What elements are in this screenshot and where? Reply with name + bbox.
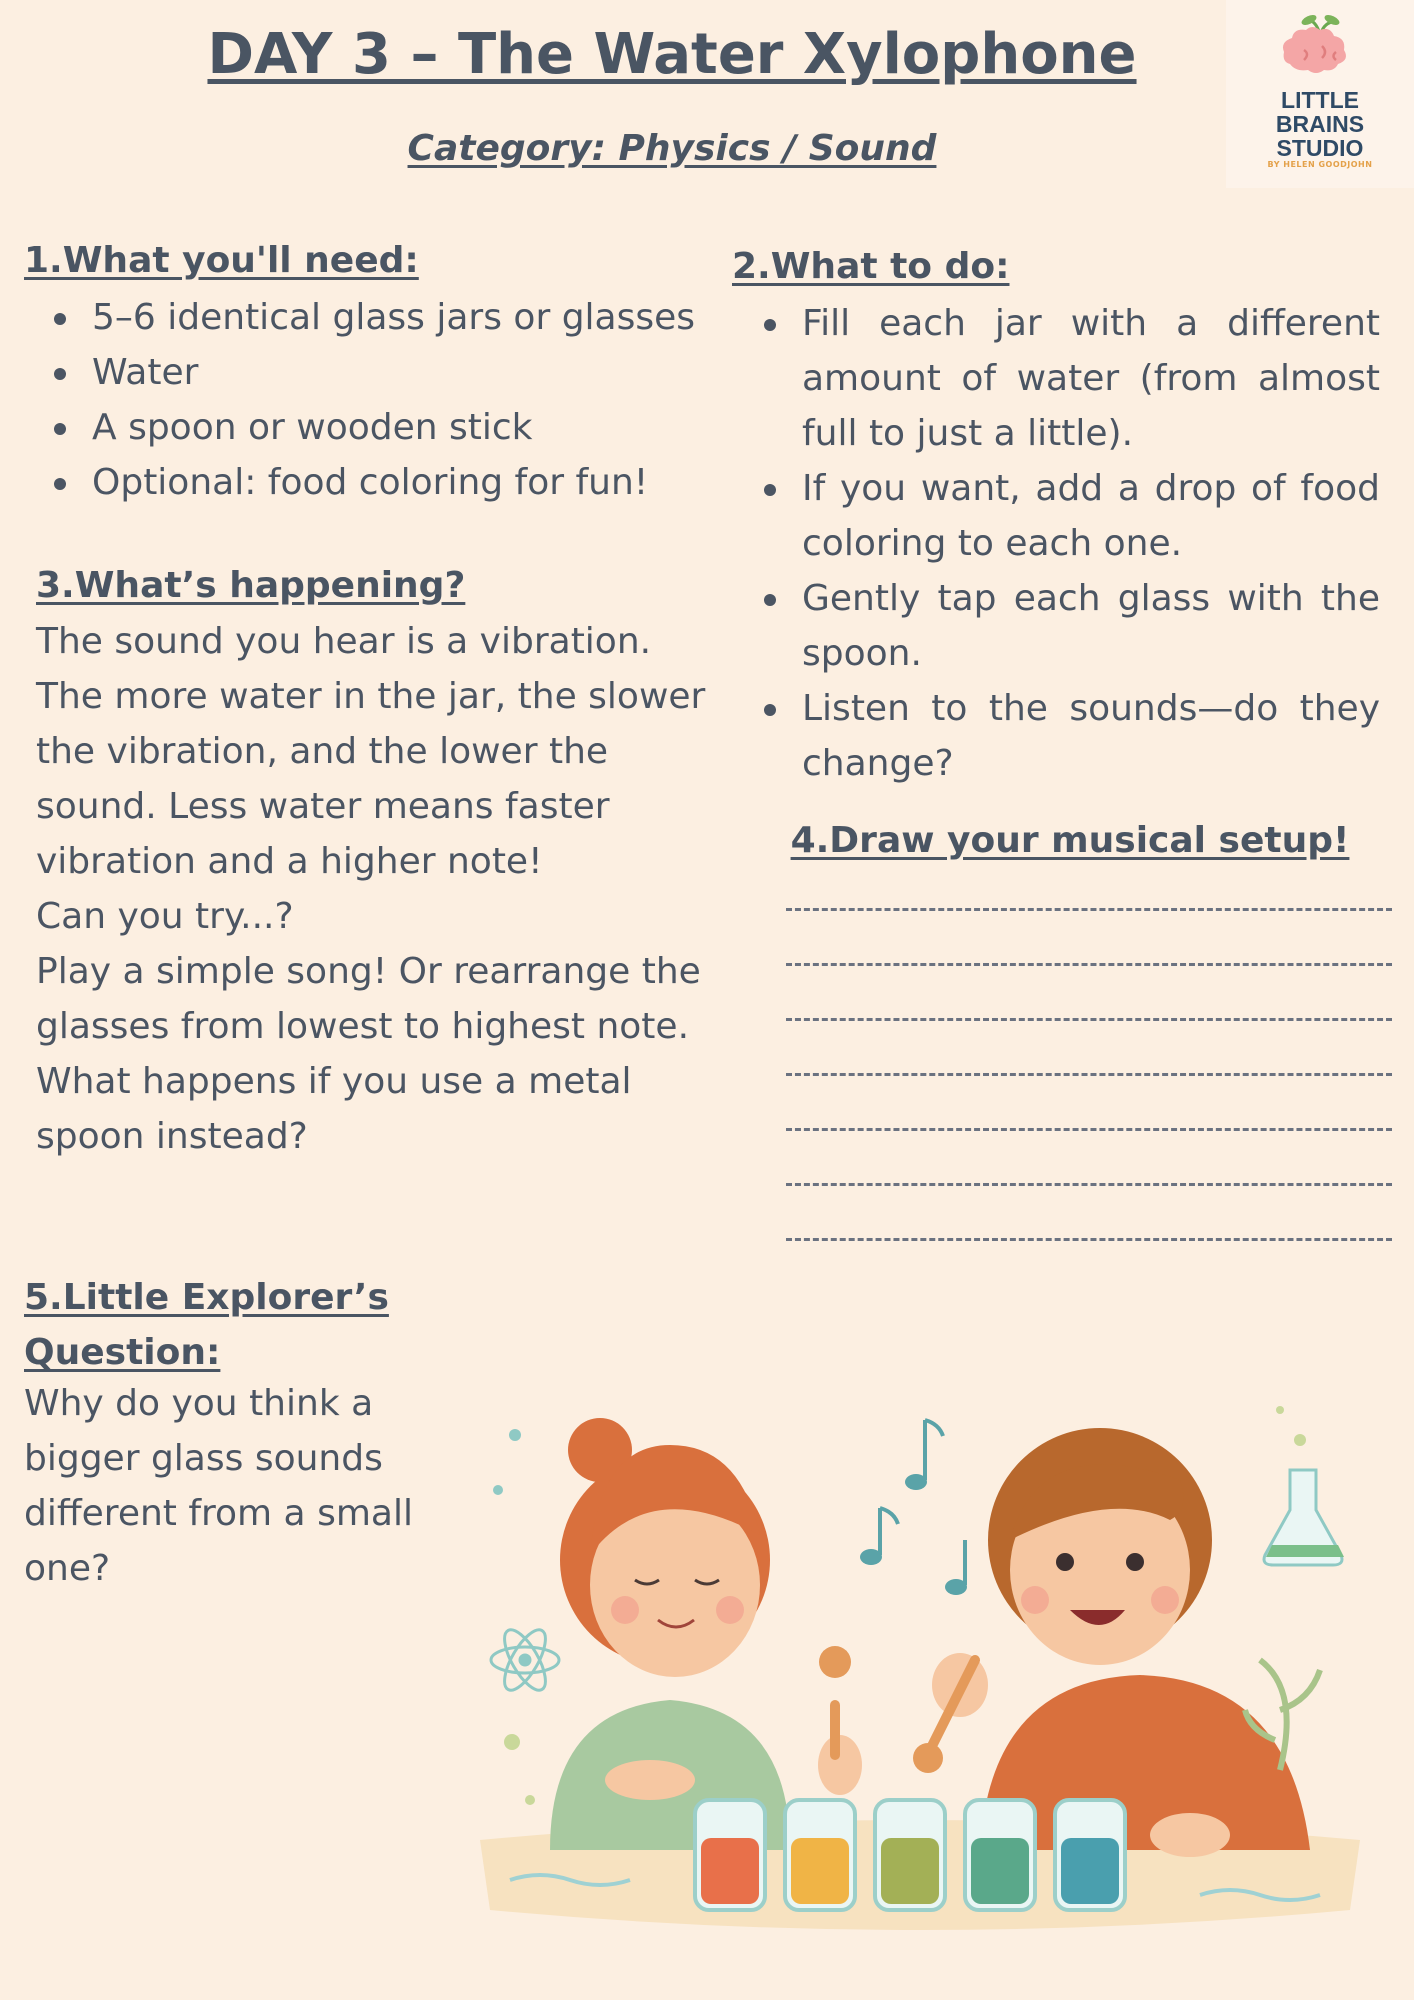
materials-list xyxy=(24,290,724,510)
jar-water xyxy=(971,1838,1029,1904)
logo-line-3: STUDIO xyxy=(1276,135,1364,161)
text-line: spoon instead? xyxy=(36,1116,308,1157)
text-line: the vibration, and the lower the xyxy=(36,731,609,772)
list-item: Listen to the sounds—do they change? xyxy=(760,681,1380,791)
section3-heading: 3.What’s happening? xyxy=(36,565,466,606)
list-item: Water xyxy=(24,345,724,400)
drawing-line[interactable] xyxy=(786,1073,1392,1076)
section4-heading: 4.Draw your musical setup! xyxy=(790,820,1350,861)
logo-byline: BY HELEN GOODJOHN xyxy=(1267,160,1373,169)
list-item: Optional: food coloring for fun! xyxy=(24,455,724,510)
flask-icon xyxy=(1264,1406,1344,1565)
girl-figure xyxy=(550,1418,862,1850)
explanation-text xyxy=(36,614,736,1164)
section2-heading: 2.What to do: xyxy=(732,246,1010,287)
question-text xyxy=(24,1376,444,1596)
drawing-line[interactable] xyxy=(786,1128,1392,1131)
jar-water xyxy=(881,1838,939,1904)
text-line: What happens if you use a metal xyxy=(36,1061,632,1102)
text-line: Why do you think a xyxy=(24,1383,374,1424)
section1-heading: 1.What you'll need: xyxy=(24,240,419,281)
atom-icon xyxy=(491,1624,559,1696)
boy-figure xyxy=(913,1428,1310,1857)
text-line: glasses from lowest to highest note. xyxy=(36,1006,690,1047)
list-item: Gently tap each glass with the spoon. xyxy=(760,571,1380,681)
list-item: If you want, add a drop of food coloring to each one. xyxy=(760,461,1380,571)
text-line: one? xyxy=(24,1548,111,1589)
text-line: vibration and a higher note! xyxy=(36,841,543,882)
jar-water xyxy=(791,1838,849,1904)
text-line: Can you try...? xyxy=(36,896,294,937)
logo-line-2: BRAINS xyxy=(1275,111,1365,137)
drawing-line[interactable] xyxy=(786,963,1392,966)
music-notes-icon xyxy=(860,1420,967,1595)
jar-row xyxy=(695,1800,1125,1910)
category-label: Category: Physics / Sound xyxy=(407,128,937,169)
list-item: 5–6 identical glass jars or glasses xyxy=(24,290,724,345)
page-title: DAY 3 – The Water Xylophone xyxy=(207,22,1137,87)
heading-line: Question: xyxy=(24,1332,221,1373)
drawing-line[interactable] xyxy=(786,1018,1392,1021)
text-line: The more water in the jar, the slower xyxy=(36,676,706,717)
kids-xylophone-illustration xyxy=(420,1330,1414,1970)
list-item: A spoon or wooden stick xyxy=(24,400,724,455)
drawing-line[interactable] xyxy=(786,1183,1392,1186)
text-line: sound. Less water means faster xyxy=(36,786,610,827)
text-line: The sound you hear is a vibration. xyxy=(36,621,652,662)
logo-line-1: LITTLE xyxy=(1281,87,1359,113)
jar-water xyxy=(701,1838,759,1904)
list-item: Fill each jar with a different amount of water (from almost full to just a little). xyxy=(760,296,1380,461)
text-line: bigger glass sounds xyxy=(24,1438,383,1479)
brain-icon xyxy=(1226,0,1414,90)
drawing-line[interactable] xyxy=(786,908,1392,911)
text-line: Play a simple song! Or rearrange the xyxy=(36,951,701,992)
steps-list xyxy=(760,296,1380,791)
section5-heading xyxy=(24,1270,389,1380)
jar-water xyxy=(1061,1838,1119,1904)
drawing-line[interactable] xyxy=(786,1238,1392,1241)
heading-line: 5.Little Explorer’s xyxy=(24,1277,389,1318)
text-line: different from a small xyxy=(24,1493,413,1534)
brand-logo xyxy=(1226,0,1414,188)
